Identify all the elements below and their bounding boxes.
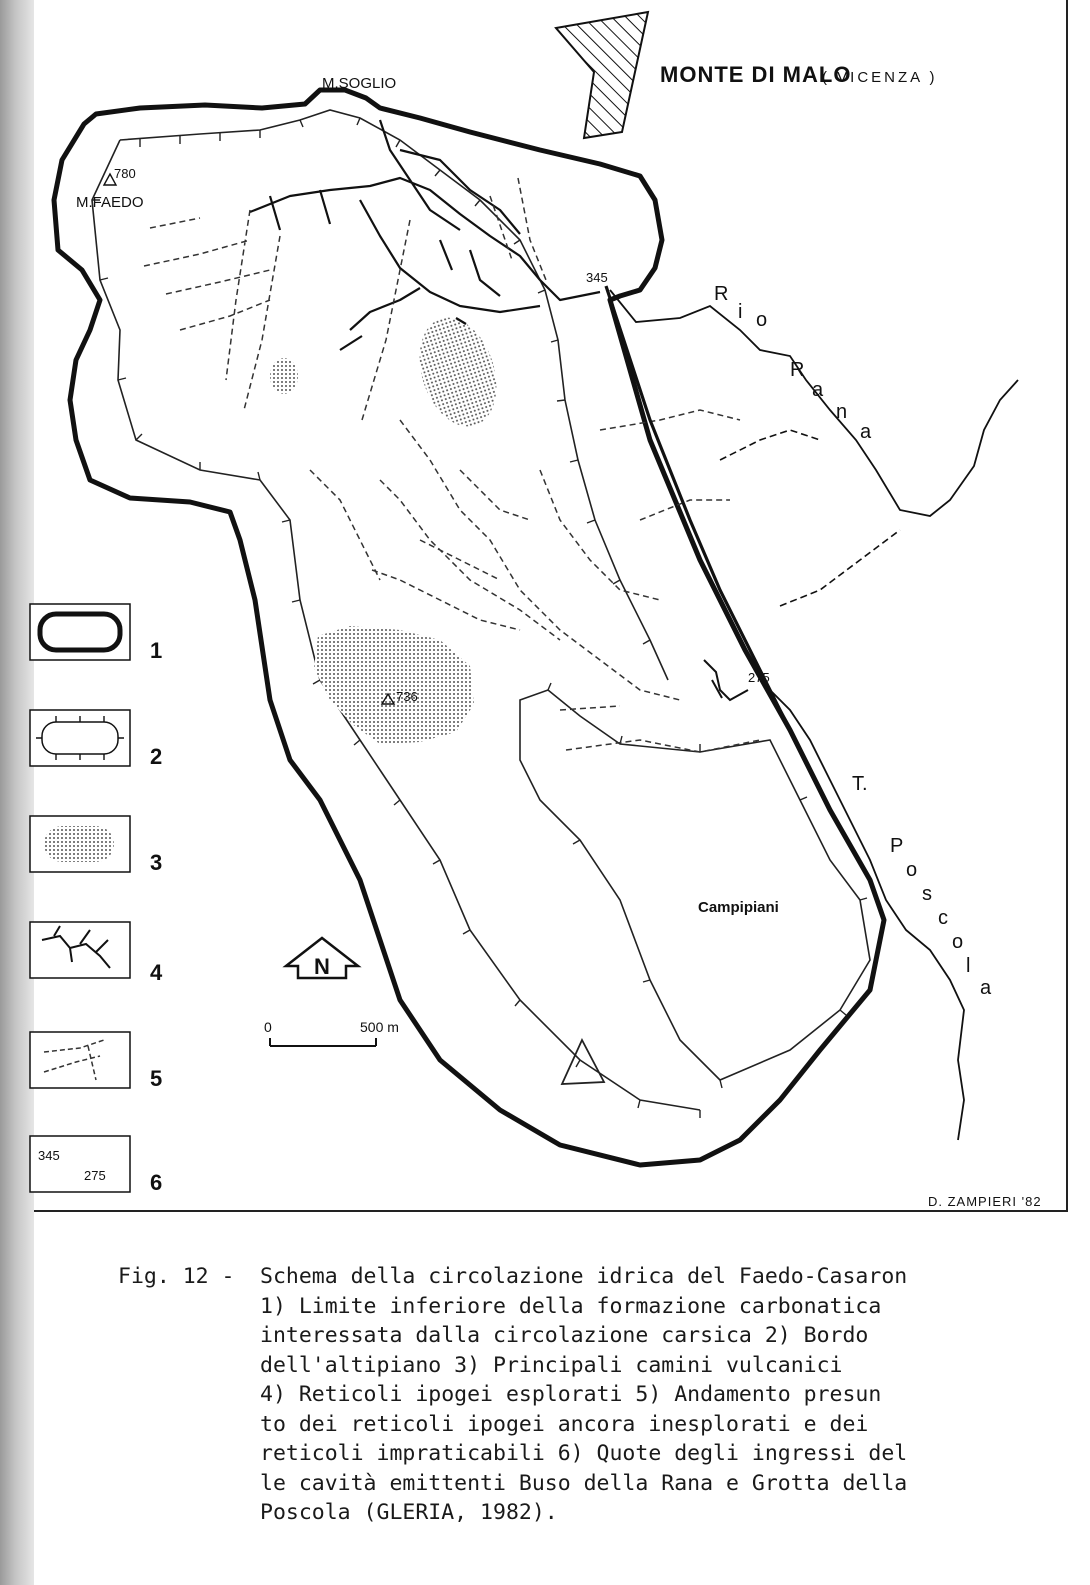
poscola-letter-1: P [890, 835, 904, 857]
legend-number-6: 6 [150, 1170, 163, 1195]
caption-line-7: reticoli impraticabili 6) Quote degli ingressi del [260, 1441, 908, 1466]
valley-axis-line [606, 286, 790, 730]
legend-value-345: 345 [38, 1148, 60, 1163]
locator-inset-shape [556, 12, 648, 138]
legend-box-4 [30, 922, 130, 978]
elevation-345: 345 [586, 270, 608, 285]
plateau-edge-west [92, 140, 700, 1110]
poscola-letter-4: c [938, 907, 948, 929]
rio-rana-letter-6: n [836, 401, 848, 423]
legend-number-5: 5 [150, 1066, 163, 1091]
legend-number-3: 3 [150, 850, 163, 875]
plateau-edge-campipiani-lobe [520, 690, 870, 1080]
elevation-736: 736 [396, 689, 418, 704]
label-m-soglio: M.SOGLIO [322, 75, 397, 92]
poscola-letter-6: l [966, 955, 971, 977]
elevation-780: 780 [114, 166, 136, 181]
plateau-edge-ticks [140, 118, 650, 644]
scale-zero: 0 [264, 1019, 272, 1035]
legend-box-5 [30, 1032, 130, 1088]
rio-rana-letter-7: a [860, 421, 872, 443]
caption-line-2: 1) Limite inferiore della formazione carbonatica [260, 1293, 882, 1319]
legend-number-2: 2 [150, 744, 163, 769]
explored-cave-networks-south [704, 660, 748, 700]
label-m-faedo: M.FAEDO [76, 194, 144, 211]
rio-rana-letter-3: o [756, 309, 768, 331]
rio-rana-letter-2: i [738, 301, 743, 323]
rio-rana-letter-1: R [714, 283, 729, 305]
caption-line-3: interessata dalla circolazione carsica 2) Bordo [260, 1323, 869, 1348]
explored-cave-networks [250, 120, 600, 350]
poscola-letter-3: s [922, 883, 932, 905]
legend-box-6 [30, 1136, 130, 1192]
legend-value-275: 275 [84, 1168, 106, 1183]
rio-rana-letter-4: R [790, 359, 805, 381]
label-campipiani: Campipiani [698, 899, 779, 916]
map-credit: D. ZAMPIERI '82 [928, 1194, 1042, 1209]
scale-bar [264, 1019, 399, 1046]
poscola-letter-7: a [980, 977, 992, 999]
figure-caption-text [260, 1262, 1060, 1528]
poscola-letter-5: o [952, 931, 964, 953]
scale-length: 500 m [360, 1019, 399, 1035]
legend-number-4: 4 [150, 960, 163, 985]
caption-line-9: Poscola (GLERIA, 1982). [260, 1500, 558, 1525]
map-title-region: ( VICENZA ) [822, 69, 938, 86]
caption-line-8: le cavità emittenti Buso della Rana e Grotta della [260, 1470, 908, 1496]
north-arrow-letter: N [314, 954, 330, 979]
caption-line-4: dell'altipiano 3) Principali camini vulcanici [260, 1352, 843, 1378]
caption-line-6: to dei reticoli ipogei ancora inesplorati e dei [260, 1411, 869, 1437]
caption-line-5: 4) Reticoli ipogei esplorati 5) Andamento presun [260, 1382, 882, 1407]
volcanic-vent-south [314, 626, 474, 744]
map-title: MONTE DI MALO [660, 62, 852, 87]
legend-number-1: 1 [150, 638, 163, 663]
figure-label: Fig. 12 - [118, 1264, 235, 1289]
caption-line-1: Schema della circolazione idrica del Faedo-Casaron [260, 1264, 908, 1289]
north-arrow [286, 938, 358, 979]
rio-rana-stream [610, 290, 1018, 516]
legend-symbol-volcanic [44, 826, 114, 862]
volcanic-vent-north [406, 308, 509, 437]
elevation-275: 275 [748, 670, 770, 685]
volcanic-vent-small [270, 358, 298, 394]
plateau-edge-line [120, 110, 668, 680]
rio-rana-tributary [720, 430, 900, 606]
poscola-letter-2: o [906, 859, 918, 881]
carbonate-limit-boundary [54, 90, 884, 1165]
rio-rana-letter-5: a [812, 379, 824, 401]
poscola-prefix: T. [852, 773, 868, 795]
legend [30, 604, 163, 1195]
